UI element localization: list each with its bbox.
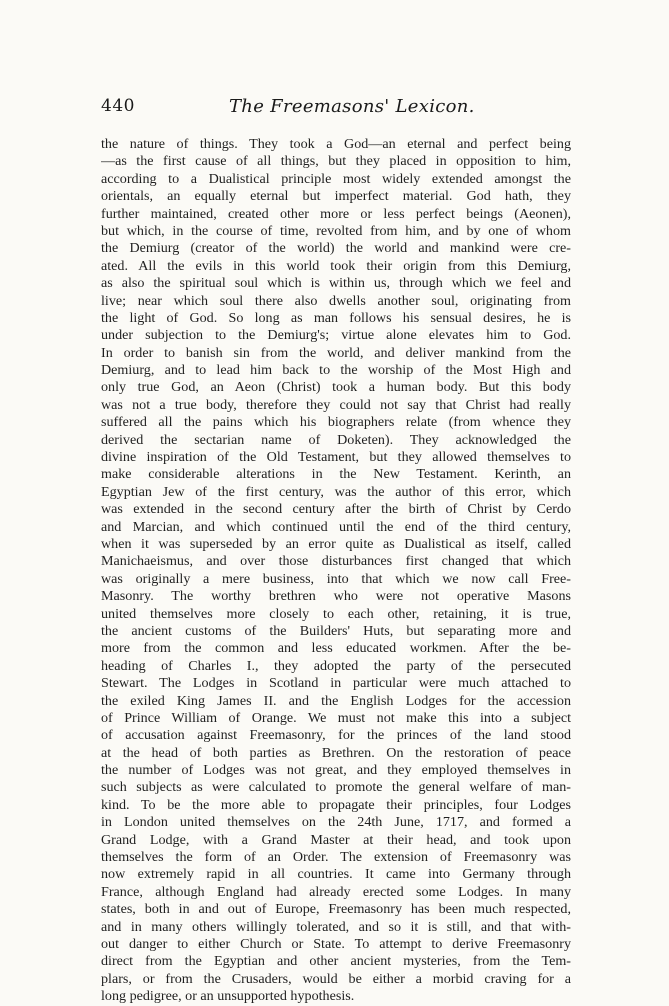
text-line: more from the common and less educated workmen. After the be-	[101, 640, 571, 657]
text-line: divine inspiration of the Old Testament, but they allowed themselves to	[101, 449, 571, 466]
text-line: orientals, an equally eternal but imperfect material. God hath, they	[101, 188, 571, 205]
text-line: the ancient customs of the Builders' Huts, but separating more and	[101, 622, 571, 639]
text-line: and Marcian, and which continued until the end of the third century,	[101, 518, 571, 535]
text-line: kind. To be the more able to propagate their principles, four Lodges	[101, 796, 571, 813]
text-line: France, although England had already erected some Lodges. In many	[101, 883, 571, 900]
text-line: the nature of things. They took a God—an eternal and perfect being	[101, 136, 571, 152]
text-line: suffered all the pains which his biographers relate (from whence they	[101, 414, 571, 431]
text-line: Demiurg, and to lead him back to the worship of the Most High and	[101, 362, 571, 379]
text-line: direct from the Egyptian and other ancient mysteries, from the Tem-	[101, 953, 571, 970]
text-line: according to a Dualistical principle most widely extended amongst the	[101, 170, 571, 187]
text-line: —as the first cause of all things, but they placed in opposition to him,	[101, 153, 571, 170]
body-paragraph	[101, 136, 571, 1006]
text-line: Egyptian Jew of the first century, was the author of this error, which	[101, 483, 571, 500]
text-line: Stewart. The Lodges in Scotland in particular were much attached to	[101, 675, 571, 692]
text-line: of Prince William of Orange. We must not make this into a subject	[101, 709, 571, 726]
text-line: Masonry. The worthy brethren who were not operative Masons	[101, 588, 571, 605]
text-line: but which, in the course of time, revolted from him, and by one of whom	[101, 222, 571, 239]
text-line: ated. All the evils in this world took their origin from this Demiurg,	[101, 257, 571, 274]
text-line: Grand Lodge, with a Grand Master at their head, and took upon	[101, 831, 571, 848]
running-title: The Freemasons' Lexicon.	[229, 96, 475, 117]
text-line: plars, or from the Crusaders, would be either a morbid craving for a	[101, 970, 571, 987]
text-line: now extremely rapid in all countries. It came into Germany through	[101, 866, 571, 883]
text-line: under subjection to the Demiurg's; virtue alone elevates him to God.	[101, 327, 571, 344]
text-line: the number of Lodges was not great, and they employed themselves in	[101, 762, 571, 779]
text-line: Manichaeismus, and over those disturbances first changed that which	[101, 553, 571, 570]
text-line: derived the sectarian name of Doketen). They acknowledged the	[101, 431, 571, 448]
text-line: only true God, an Aeon (Christ) took a human body. But this body	[101, 379, 571, 396]
text-line: the exiled King James II. and the English Lodges for the accession	[101, 692, 571, 709]
text-line: in London united themselves on the 24th June, 1717, and formed a	[101, 814, 571, 831]
page-number: 440	[101, 96, 135, 116]
page-header	[101, 96, 569, 120]
text-line: such subjects as were calculated to promote the general welfare of man-	[101, 779, 571, 796]
text-line: was not a true body, therefore they could not say that Christ had really	[101, 396, 571, 413]
text-line: was extended in the second century after the birth of Christ by Cerdo	[101, 501, 571, 518]
text-line: In order to banish sin from the world, and deliver mankind from the	[101, 344, 571, 361]
text-line: the light of God. So long as man follows his sensual desires, he is	[101, 309, 571, 326]
text-line: states, both in and out of Europe, Freemasonry has been much respected,	[101, 901, 571, 918]
text-line: of accusation against Freemasonry, for the princes of the land stood	[101, 727, 571, 744]
text-line: live; near which soul there also dwells another soul, originating from	[101, 292, 571, 309]
text-line: out danger to either Church or State. To attempt to derive Freemasonry	[101, 935, 571, 952]
text-line: the Demiurg (creator of the world) the world and mankind were cre-	[101, 240, 571, 257]
text-line: as also the spiritual soul which is within us, through which we feel and	[101, 275, 571, 292]
text-line: at the head of both parties as Brethren. On the restoration of peace	[101, 744, 571, 761]
text-line: was originally a mere business, into that which we now call Free-	[101, 570, 571, 587]
text-line: united themselves more closely to each other, retaining, it is true,	[101, 605, 571, 622]
text-line: and in many others willingly tolerated, and so it is still, and that with-	[101, 918, 571, 935]
text-line: further maintained, created other more or less perfect beings (Aeonen),	[101, 205, 571, 222]
text-line: themselves the form of an Order. The extension of Freemasonry was	[101, 849, 571, 866]
text-line: when it was superseded by an error quite as Dualistical as itself, called	[101, 535, 571, 552]
text-line: heading of Charles I., they adopted the party of the persecuted	[101, 657, 571, 674]
text-line: make considerable alterations in the New Testament. Kerinth, an	[101, 466, 571, 483]
text-line: long pedigree, or an unsupported hypothesis.	[101, 988, 355, 1005]
